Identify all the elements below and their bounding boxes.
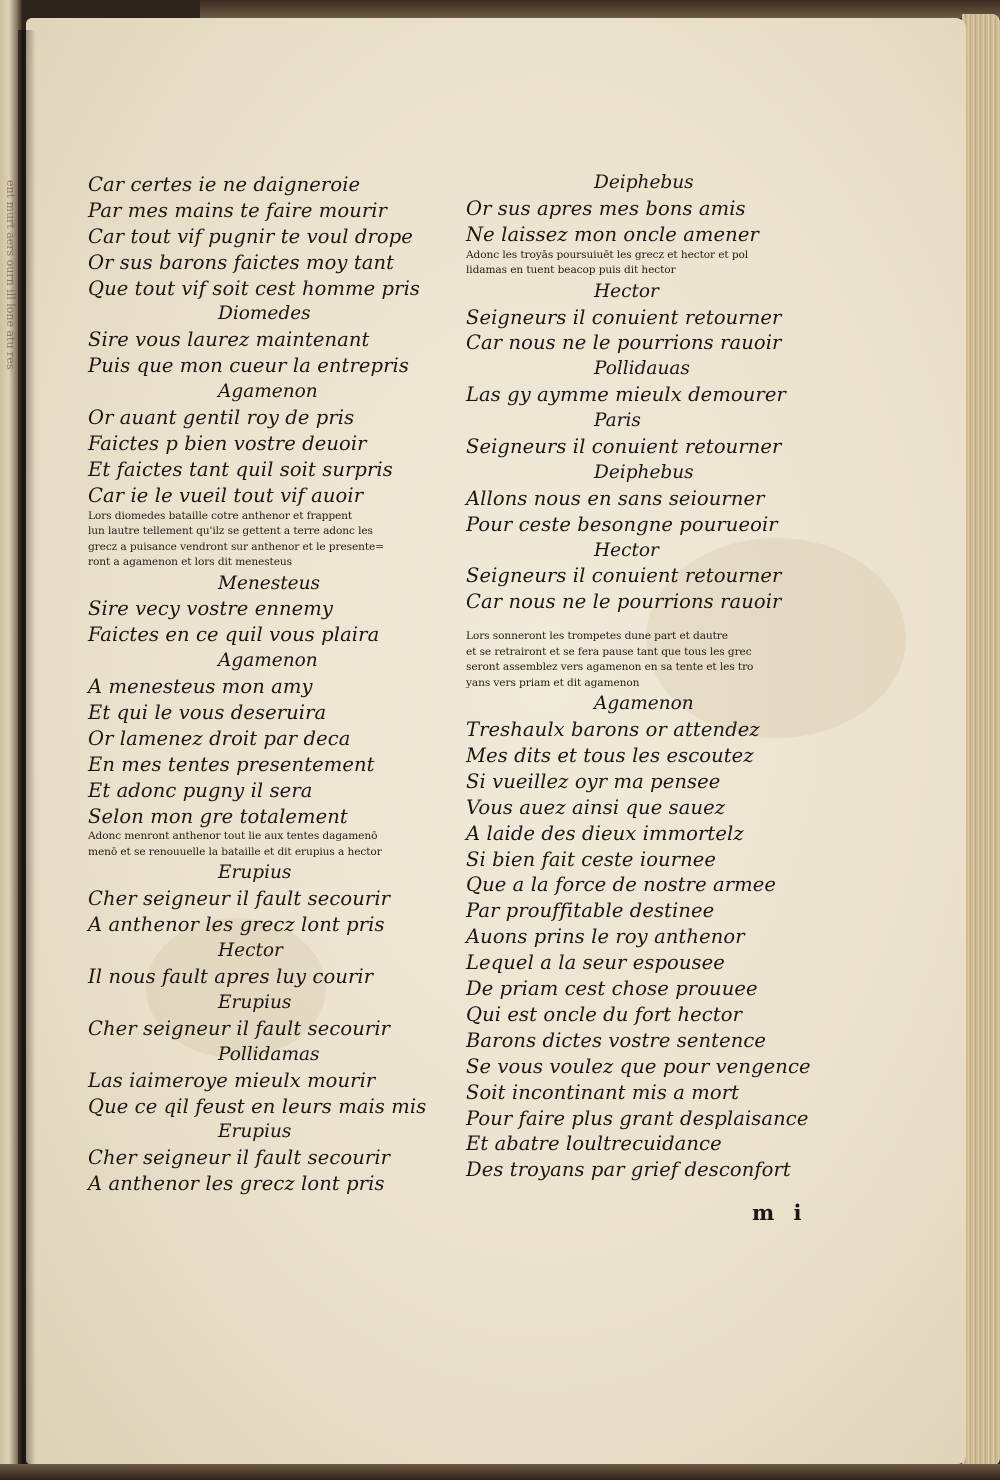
verse-line: Des troyans par grief desconfort [466, 1158, 791, 1182]
speaker-name: Erupius [218, 862, 292, 884]
verse-line: Selon mon gre totalement [88, 804, 348, 828]
verse-line: Pour ceste besongne pourueoir [466, 512, 778, 536]
verse-line: Que ce qil feust en leurs mais mis [88, 1094, 427, 1118]
speaker-name: Deiphebus [594, 461, 694, 483]
verse-line: A anthenor les grecz lont pris [88, 1172, 385, 1196]
verse-line: Et adonc pugny il sera [88, 778, 313, 802]
stage-direction: menō et se renouuelle la bataille et dit erupius a hector [88, 845, 382, 858]
verse-line: Il nous fault apres luy courir [88, 965, 374, 989]
speaker-name: Erupius [218, 1121, 292, 1143]
verse-line: De priam cest chose prouuee [466, 977, 758, 1001]
stage-direction: grecz a puisance vendront sur anthenor et le presente= [88, 540, 384, 553]
speaker-name: Agamenon [218, 381, 318, 403]
verse-line: Seigneurs il conuient retourner [466, 564, 782, 588]
right-text-column [466, 170, 846, 1183]
book-bottom-edge [0, 1464, 1000, 1480]
stage-direction: Adonc menront anthenor tout lie aux tentes dagamenō [88, 830, 378, 843]
verse-line: Par prouffitable destinee [466, 899, 715, 923]
stage-direction: seront assemblez vers agamenon en sa tente et les tro [466, 661, 754, 674]
verse-line: Barons dictes vostre sentence [466, 1028, 767, 1052]
verse-line: Car nous ne le pourrions rauoir [466, 590, 782, 614]
spine-shadow [18, 30, 36, 1470]
speaker-name: Paris [594, 410, 641, 432]
verse-line: Las gy aymme mieulx demourer [466, 383, 786, 407]
verse-line: Qui est oncle du fort hector [466, 1002, 743, 1026]
stage-direction: yans vers priam et dit agamenon [466, 676, 640, 689]
verse-line: Car ie le vueil tout vif auoir [88, 483, 364, 507]
verse-line: Mes dits et tous les escoutez [466, 744, 754, 768]
verse-line: Faictes p bien vostre deuoir [88, 431, 367, 455]
verse-line: Si vueillez oyr ma pensee [466, 769, 721, 793]
verse-line: Car certes ie ne daigneroie [88, 173, 361, 196]
verse-line: Que tout vif soit cest homme pris [88, 276, 421, 300]
verse-line: Par mes mains te faire mourir [88, 198, 388, 222]
stage-direction: Adonc les troyās poursuiuēt les grecz et hector et pol [466, 248, 749, 261]
verse-line: Treshaulx barons or attendez [466, 718, 760, 742]
verse-line: Sire vous laurez maintenant [88, 328, 370, 352]
verse-line: Sire vecy vostre ennemy [88, 597, 334, 621]
verse-line: En mes tentes presentement [88, 752, 375, 776]
verse-line: Pour faire plus grant desplaisance [466, 1106, 809, 1130]
speaker-name: Erupius [218, 991, 292, 1013]
speaker-name: Menesteus [218, 572, 321, 594]
verse-line: A menesteus mon amy [88, 675, 313, 699]
verse-line: Or sus apres mes bons amis [466, 196, 746, 220]
verse-line: Cher seigneur il fault secourir [88, 887, 391, 911]
verse-line: Faictes en ce quil vous plaira [88, 623, 380, 647]
verse-line: Or sus barons faictes moy tant [88, 250, 395, 274]
verse-line: Seigneurs il conuient retourner [466, 305, 782, 329]
left-text-column [88, 172, 468, 1197]
book-top-edge [200, 0, 1000, 18]
verse-line: Puis que mon cueur la entrepris [88, 354, 409, 378]
verse-line: Auons prins le roy anthenor [466, 925, 745, 949]
stage-direction: Lors sonneront les trompetes dune part et dautre [466, 630, 728, 643]
speaker-name: Hector [594, 280, 659, 302]
speaker-name: Agamenon [594, 693, 694, 715]
verse-line: A laide des dieux immortelz [466, 821, 744, 845]
verse-line: Si bien fait ceste iournee [466, 847, 717, 871]
verse-line: Et qui le vous deseruira [88, 701, 327, 725]
verse-line: Se vous voulez que pour vengence [466, 1054, 811, 1078]
verse-line: Que a la force de nostre armee [466, 873, 777, 897]
page-edges [962, 14, 1000, 1466]
stage-direction: ront a agamenon et lors dit menesteus [88, 556, 292, 569]
verse-line: Ne laissez mon oncle amener [466, 222, 759, 246]
verse-line: Lequel a la seur espousee [466, 951, 725, 975]
speaker-name: Pollidauas [594, 358, 690, 380]
speaker-name: Diomedes [218, 303, 311, 325]
verse-line: Et abatre loultrecuidance [466, 1132, 722, 1156]
verse-line: Las iaimeroye mieulx mourir [88, 1068, 376, 1092]
verse-line: Allons nous en sans seiourner [466, 486, 765, 510]
stage-direction: lun lautre tellement qu'ilz se gettent a terre adonc les [88, 525, 373, 538]
stage-direction: et se retrairont et se fera pause tant que tous les grec [466, 645, 752, 658]
verse-line: Soit incontinant mis a mort [466, 1080, 740, 1104]
verse-line: Seigneurs il conuient retourner [466, 435, 782, 459]
verse-line: Et faictes tant quil soit surpris [88, 457, 393, 481]
speaker-name: Agamenon [218, 650, 318, 672]
verse-line: A anthenor les grecz lont pris [88, 913, 385, 937]
verse-line: Vous auez ainsi que sauez [466, 795, 726, 819]
speaker-name: Hector [594, 539, 659, 561]
speaker-name: Deiphebus [594, 172, 694, 193]
stage-direction: lidamas en tuent beacop puis dit hector [466, 264, 676, 277]
stage-direction: Lors diomedes bataille cotre anthenor et frappent [88, 509, 353, 522]
speaker-name: Pollidamas [218, 1043, 320, 1065]
verse-line: Car nous ne le pourrions rauoir [466, 331, 782, 355]
spacer [466, 615, 846, 629]
verse-line: Cher seigneur il fault secourir [88, 1016, 391, 1040]
verse-line: Car tout vif pugnir te voul drope [88, 224, 413, 248]
verse-line: Cher seigneur il fault secourir [88, 1146, 391, 1170]
speaker-name: Hector [218, 940, 283, 962]
facing-page-fragments: ent murt aers ourn ill lone atu res [4, 180, 17, 370]
verse-line: Or lamenez droit par deca [88, 726, 351, 750]
signature-mark: m i [752, 1200, 808, 1225]
verse-line: Or auant gentil roy de pris [88, 406, 355, 430]
